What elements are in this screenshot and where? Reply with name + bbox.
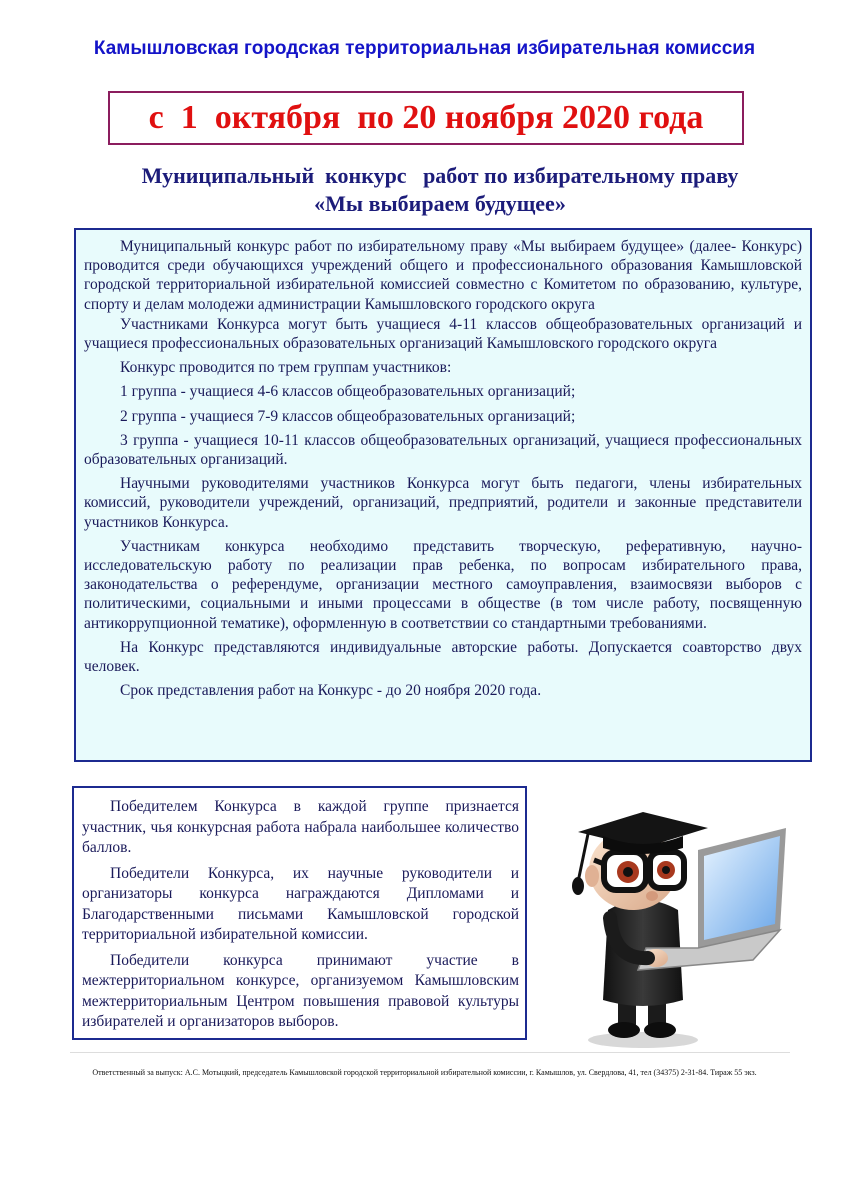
date-range-banner: с 1 октября по 20 ноября 2020 года <box>108 91 744 145</box>
winners-paragraph-criteria: Победителем Конкурса в каждой группе признается участник, чья конкурсная работа набрала наибольшее количество баллов. <box>82 798 519 856</box>
rules-paragraph-participants: Участниками Конкурса могут быть учащиеся 4-11 классов общеобразовательных организаций и учащиеся профессиональных образовательных организаций Камышловского городского округа <box>84 315 802 353</box>
graduate-laptop-icon <box>548 790 798 1055</box>
contest-title-line-1: Муниципальный конкурс работ по избирательному праву <box>141 163 739 188</box>
winners-box <box>72 786 527 1040</box>
rules-paragraph-authorship: На Конкурс представляются индивидуальные авторские работы. Допускается соавторство двух человек. <box>84 638 802 676</box>
contest-rules-box <box>74 228 812 762</box>
rules-paragraph-deadline: Срок представления работ на Конкурс - до 20 ноября 2020 года. <box>120 682 542 700</box>
footer-credits: Ответственный за выпуск: А.С. Мотыцкий, председатель Камышловской городской территориальной избирательной комиссии, г. Камышлов, ул. Свердлова, 41, тел (34375) 2-31-84. Тираж 55 экз. <box>92 1068 757 1077</box>
rules-group-2: 2 группа - учащиеся 7-9 классов общеобразовательных организаций; <box>120 407 576 425</box>
winners-paragraph-awards: Победители Конкурса, их научные руководители и организаторы конкурса награждаются Дипломами и Благодарственными письмами Камышловской городской территориальной избирательной комиссии. <box>82 864 519 943</box>
rules-group-1: 1 группа - учащиеся 4-6 классов общеобразовательных организаций; <box>120 383 576 401</box>
rules-paragraph-supervisors: Научными руководителями участников Конкурса могут быть педагоги, члены избирательных комиссий, руководители учреждений, организаций, предприятий, родители и законные представители участников Конкурса. <box>84 475 802 531</box>
contest-title-line-2: «Мы выбираем будущее» <box>314 191 566 216</box>
rules-paragraph-groups: Конкурс проводится по трем группам участников: <box>120 359 452 377</box>
winners-paragraph-next-stage: Победители конкурса принимают участие в межтерриториальном конкурсе, организуемом Камышловским межтерриториальным Центром повышения правовой культуры избирателей и организаторов выборов. <box>82 951 519 1030</box>
rules-paragraph-intro: Муниципальный конкурс работ по избирательному праву «Мы выбираем будущее» (далее- Конкурс) проводится среди обучающихся учреждений общего и профессионального образования Камышловской городской территориальной избирательной комиссией совместно с Комитетом по образованию, культуре, спорту и делам молодежи администрации Камышловского городского округа <box>84 238 802 313</box>
rules-group-3: 3 группа - учащиеся 10-11 классов общеобразовательных организаций, учащиеся профессиональных образовательных организаций. <box>84 431 802 469</box>
organization-title: Камышловская городская территориальная избирательная комиссия <box>93 38 756 59</box>
footer-divider <box>70 1052 790 1053</box>
contest-title <box>60 162 820 218</box>
rules-paragraph-work: Участникам конкурса необходимо представить творческую, реферативную, научно-исследовательскую работу по реализации прав ребенка, по вопросам избирательного права, законодательства о референдуме, организации местного самоуправления, взаимосвязи выборов с политическими, социальными и иными процессами в обществе (в том числе работу, посвященную антикоррупционной тематике), оформленную в соответствии со стандартными требованиями. <box>84 537 802 632</box>
